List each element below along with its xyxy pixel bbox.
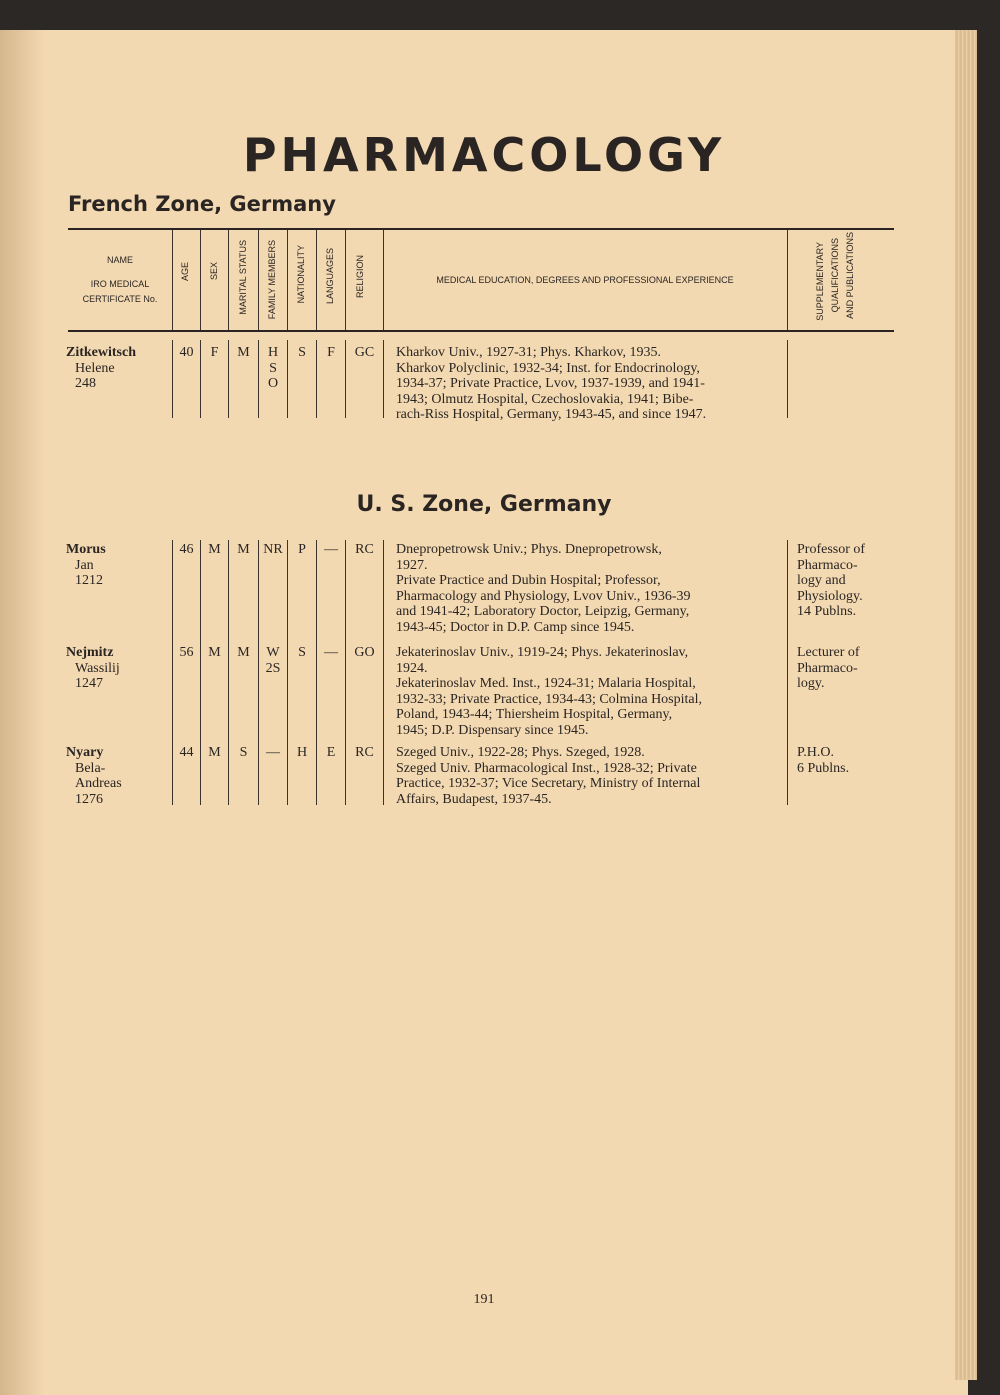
page-gutter-shadow [0,30,45,1395]
header-nationality: NATIONALITY [296,245,306,304]
entry-experience-line: 1927. [396,557,428,573]
header-religion: RELIGION [355,255,365,299]
entry-family: NR [263,542,283,557]
col-rule [228,230,229,330]
col-rule [383,230,384,330]
entry-given-name: Jan [75,557,94,573]
entry-cert-number: 1247 [75,676,103,691]
section-heading-french-zone: French Zone, Germany [68,192,336,216]
entry-family: — [266,745,280,760]
header-supp-2: QUALIFICATIONS [830,238,840,313]
entry-surname: Nejmitz [66,645,114,660]
col-rule [345,540,346,805]
entry-experience-line: Szeged Univ. Pharmacological Inst., 1928-32; Private [396,760,697,776]
header-languages: LANGUAGES [325,248,335,305]
entry-given-name: Helene [75,360,115,376]
entry-sex: M [208,542,221,557]
entry-nationality: S [298,645,306,660]
header-cert: CERTIFICATE No. [82,294,158,304]
entry-supplementary-line: logy and [797,573,846,588]
entry-surname: Zitkewitsch [66,345,136,360]
header-sex: SEX [209,262,219,281]
entry-marital: M [237,345,250,360]
entry-experience-line: Poland, 1943-44; Thiersheim Hospital, Germany, [396,707,673,722]
header-supp-3: AND PUBLICATIONS [845,232,855,319]
entry-family: H [267,345,279,360]
col-rule [200,230,201,330]
section-heading-us-zone: U. S. Zone, Germany [356,492,612,517]
col-rule [787,340,788,418]
entry-family: 2S [265,660,281,676]
entry-languages: F [327,345,335,360]
entry-nationality: P [298,542,306,557]
entry-experience-line: Jekaterinoslav Med. Inst., 1924-31; Malaria Hospital, [396,676,696,691]
entry-religion: GO [354,645,375,660]
entry-experience-line: 1943-45; Doctor in D.P. Camp since 1945. [396,619,635,635]
entry-experience-line: 1943; Olmutz Hospital, Czechoslovakia, 1941; Bibe- [396,391,694,407]
entry-cert-number: 248 [75,376,96,391]
page-number: 191 [473,1292,495,1307]
entry-supplementary-line: 14 Publns. [797,604,857,619]
entry-religion: RC [355,542,374,557]
entry-marital: M [237,645,250,660]
entry-sex: M [208,645,221,660]
page-title: PHARMACOLOGY [242,128,726,182]
col-rule [172,540,173,805]
entry-given-name: Bela- [75,760,106,776]
col-rule [787,230,788,330]
entry-supplementary-line: Physiology. [797,588,863,604]
entry-experience-line: Pharmacology and Physiology, Lvov Univ., 1936-39 [396,588,691,604]
entry-sex: M [208,745,221,760]
entry-religion: RC [355,745,374,760]
header-name: NAME [106,255,133,265]
entry-experience-line: Szeged Univ., 1922-28; Phys. Szeged, 1928. [396,745,645,760]
col-rule [787,540,788,805]
entry-given-name: Wassilij [75,660,120,676]
entry-supplementary-line: logy. [797,676,825,691]
col-rule [172,230,173,330]
entry-languages: — [324,645,338,660]
entry-nationality: S [298,345,306,360]
col-rule [316,230,317,330]
header-supp-1: SUPPLEMENTARY [815,242,825,321]
entry-age: 40 [179,345,194,360]
entry-experience-line: 1924. [396,660,428,676]
header-family-members: FAMILY MEMBERS [267,240,277,320]
page-edges [955,30,977,1380]
entry-marital: S [239,745,248,760]
entry-languages: E [326,745,336,760]
entry-supplementary-line: Lecturer of [797,645,860,660]
header-marital-status: MARITAL STATUS [238,240,248,315]
col-rule [200,540,201,805]
entry-family: S [269,360,277,376]
entry-experience-line: 1932-33; Private Practice, 1934-43; Colmina Hospital, [396,691,703,707]
entry-experience-line: Affairs, Budapest, 1937-45. [396,791,552,807]
entry-experience-line: and 1941-42; Laboratory Doctor, Leipzig, Germany, [396,604,690,619]
entry-experience-line: Kharkov Polyclinic, 1932-34; Inst. for Endocrinology, [396,360,700,376]
entry-experience-line: 1945; D.P. Dispensary since 1945. [396,722,589,738]
entry-supplementary-line: 6 Publns. [797,760,850,776]
entry-experience-line: Jekaterinoslav Univ., 1919-24; Phys. Jekaterinoslav, [396,645,689,660]
entry-religion: GC [354,345,375,360]
entry-supplementary-line: Professor of [797,542,866,557]
entry-family: W [266,645,280,660]
col-rule [383,340,384,418]
entry-experience-line: Private Practice and Dubin Hospital; Professor, [396,573,661,588]
entry-sex: F [210,345,219,360]
entry-marital: M [237,542,250,557]
header-age: AGE [180,262,190,282]
entry-experience-line: Dnepropetrowsk Univ.; Phys. Dnepropetrowsk, [396,542,662,557]
entry-age: 56 [179,645,194,660]
header-bottom-rule [68,330,894,332]
col-rule [316,540,317,805]
entry-supplementary-line: P.H.O. [797,745,834,760]
col-rule [287,230,288,330]
entry-given-name: Andreas [75,776,122,791]
entry-age: 46 [179,542,194,557]
entry-age: 44 [179,745,194,760]
entry-cert-number: 1212 [75,573,103,588]
entry-experience-line: Practice, 1932-37; Vice Secretary, Ministry of Internal [396,776,701,791]
entry-experience-line: Kharkov Univ., 1927-31; Phys. Kharkov, 1935. [396,345,661,360]
entry-supplementary-line: Pharmaco- [797,557,858,573]
entry-languages: — [324,542,338,557]
entry-surname: Nyary [66,745,104,760]
entry-surname: Morus [66,542,106,557]
header-iro: IRO MEDICAL [90,279,150,289]
header-education: MEDICAL EDUCATION, DEGREES AND PROFESSIONAL EXPERIENCE [436,275,734,285]
col-rule [287,540,288,805]
col-rule [345,230,346,330]
entry-experience-line: 1934-37; Private Practice, Lvov, 1937-1939, and 1941- [396,376,705,391]
col-rule [383,540,384,805]
header-top-rule [68,228,894,230]
col-rule [258,230,259,330]
entry-family: O [267,376,279,391]
entry-supplementary-line: Pharmaco- [797,660,858,676]
entry-experience-line: rach-Riss Hospital, Germany, 1943-45, and since 1947. [396,407,707,422]
col-rule [228,540,229,805]
entry-nationality: H [296,745,308,760]
entry-cert-number: 1276 [75,791,103,807]
